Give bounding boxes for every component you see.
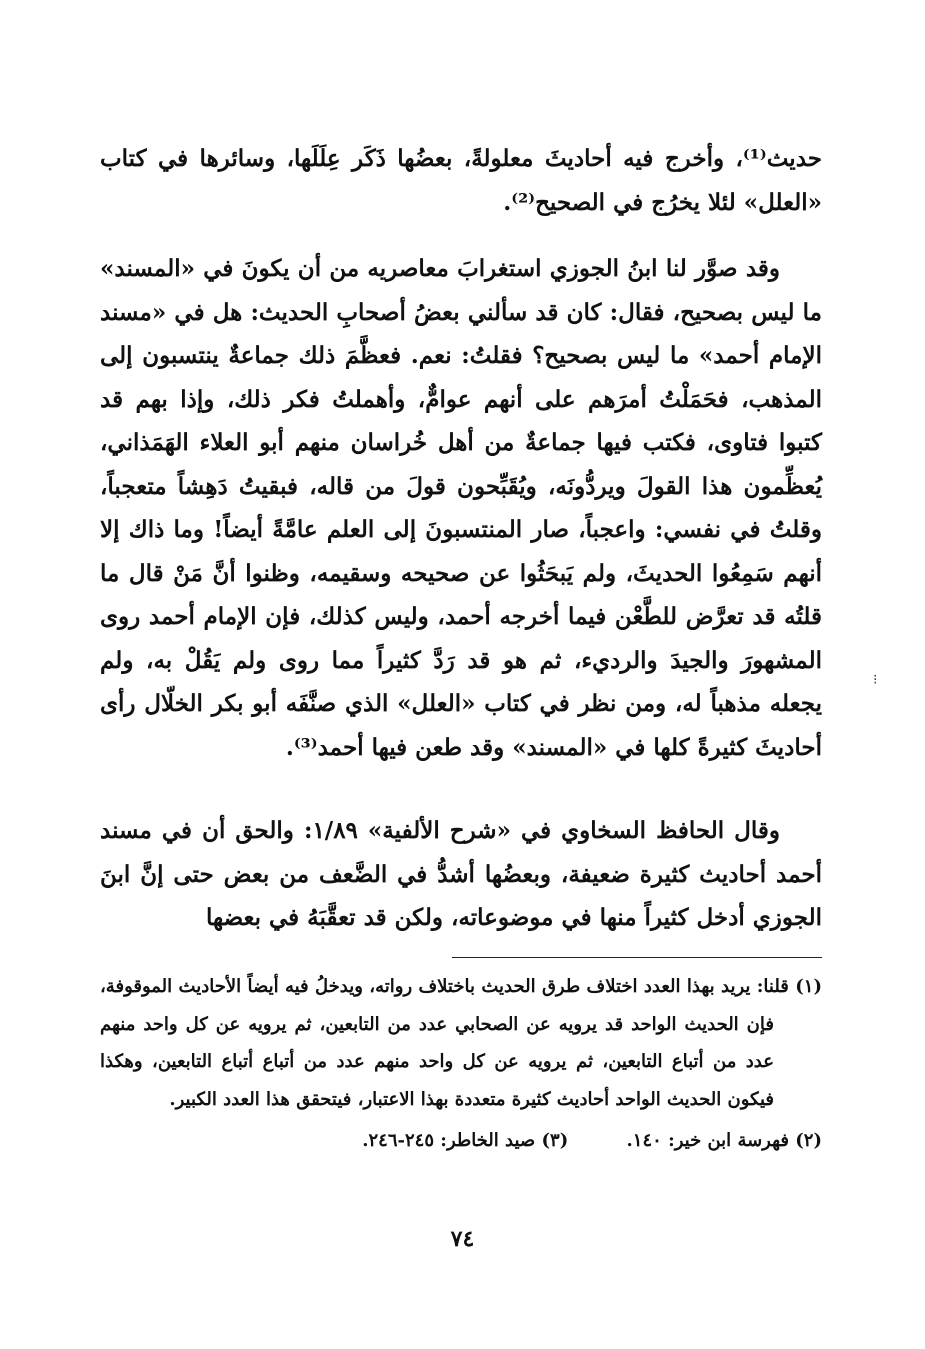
margin-speck: ⁝ — [873, 672, 878, 688]
footnote-3: (٣) صيد الخاطر: ٢٤٥-٢٤٦. — [362, 1130, 569, 1152]
footnote-row-2-3 — [100, 1122, 822, 1160]
paragraph-sakhawi — [100, 809, 822, 940]
footnotes-section — [100, 968, 822, 1160]
paragraph-ibn-al-jawzi-text: وقد صوَّر لنا ابنُ الجوزي استغرابَ معاصريه من أن يكونَ في «المسند» ما ليس بصحيح، فقال: كان قد سألني بعضُ أصحابِ الحديث: هل في «مسند الإمام أحمد» ما ليس بصحيح؟ فقلتُ: نعم. فعظَّمَ ذلك جماعةٌ ينتسبون إلى المذهب، فحَمَلْتُ أمرَهم على أنهم عوامٌّ، وأهملتُ فكر ذلك، وإذا بهم قد كتبوا فتاوى، فكتب فيها جماعةٌ من أهل خُراسان منهم أبو العلاء الهَمَذاني، يُعظِّمون هذا القولَ ويردُّونَه، ويُقَبِّحون قولَ من قاله، فبقيتُ دَهِشاً متعجباً، وقلتُ في نفسي: واعجباً، صار المنتسبونَ إلى العلم عامَّةً أيضاً! وما ذاك إلا أنهم سَمِعُوا الحديثَ، ولم يَبحَثُوا عن صحيحه وسقيمه، وظنوا أنَّ مَنْ قال ما قلتُه قد تعرَّض للطَّعْن فيما أخرجه أحمد، وليس كذلك، فإن الإمام أحمد روى المشهورَ والجيدَ والرديء، ثم هو قد رَدَّ كثيراً مما روى ولم يَقُلْ به، ولم يجعله مذهباً له، ومن نظر في كتاب «العلل» الذي صنَّفَه أبو بكر الخلّال رأى أحاديثَ كثيرةً كلها في «المسند» وقد طعن فيها أحمد⁽³⁾. — [100, 255, 822, 761]
footnote-2: (٢) فهرسة ابن خير: ١٤٠. — [626, 1130, 822, 1152]
main-text-block-2 — [100, 247, 822, 769]
paragraph-continuation: حديث⁽¹⁾، وأخرج فيه أحاديثَ معلولةً، بعضُها ذَكَر عِلَلَها، وسائرها في كتاب «العلل» لئلا يخرُج في الصحيح⁽²⁾. — [100, 145, 822, 216]
footnote-separator — [452, 957, 822, 958]
main-text-block-3 — [100, 809, 822, 940]
paragraph-sakhawi-text: وقال الحافظ السخاوي في «شرح الألفية» ١/٨٩: والحق أن في مسند أحمد أحاديث كثيرة ضعيفة، وبعضُها أشدُّ في الضَّعف من بعض حتى إنَّ ابنَ الجوزي أدخل كثيراً منها في موضوعاته، ولكن قد تعقَّبَهُ في بعضها — [100, 817, 822, 931]
page-number: ٧٤ — [450, 1226, 475, 1252]
footnote-1: (١) قلنا: يريد بهذا العدد اختلاف طرق الحديث باختلاف رواته، ويدخلُ فيه أيضاً الأحاديث الموقوفة، فإن الحديث الواحد قد يرويه عن الصحابي عدد من التابعين، ثم يرويه عن كل واحد منهم عدد من أتباع التابعين، ثم يرويه عن كل واحد منهم عدد من أتباع أتباع التابعين، وهكذا فيكون الحديث الواحد أحاديث كثيرة متعددة بهذا الاعتبار، فيتحقق هذا العدد الكبير. — [100, 976, 822, 1110]
paragraph-ibn-al-jawzi — [100, 247, 822, 769]
main-text-block-1 — [100, 137, 822, 224]
